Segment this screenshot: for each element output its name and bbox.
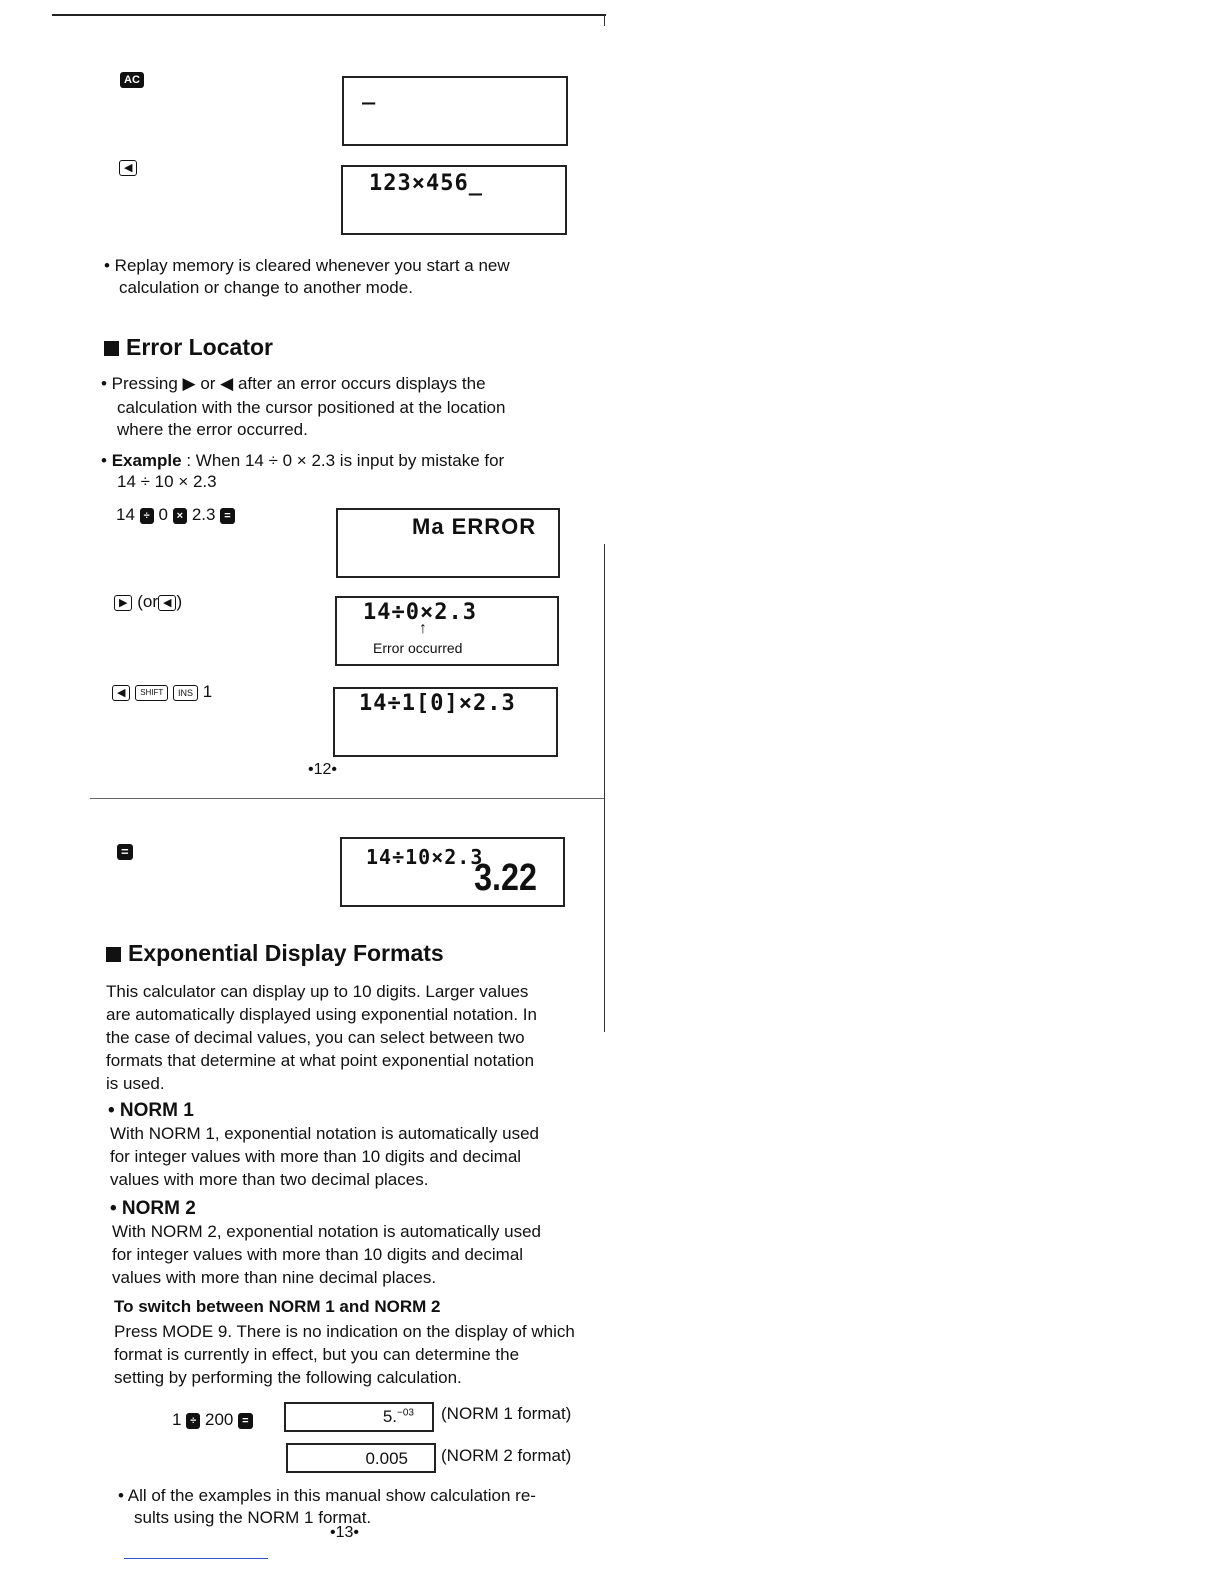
display-4 bbox=[335, 596, 559, 666]
norm1-display bbox=[284, 1402, 434, 1432]
norm2-format-label: (NORM 2 format) bbox=[441, 1446, 572, 1465]
exp-intro: This calculator can display up to 10 digits. Larger values are automatically displayed using exponential notation. In the case of decimal values, you can select between two formats that determine at what point exponential notation is used. bbox=[106, 982, 537, 1093]
display-3 bbox=[336, 508, 560, 578]
switch-heading: To switch between NORM 1 and NORM 2 bbox=[114, 1297, 441, 1316]
bottom-blue-rule bbox=[124, 1558, 268, 1559]
final-note-line-1: • All of the examples in this manual show calculation re- bbox=[118, 1486, 536, 1505]
key-sequence-2: ▶ (or ◀ ) bbox=[114, 592, 182, 612]
example-label: Example bbox=[111, 451, 182, 470]
error-bullet-line-1: • Pressing ▶ or ◀ after an error occurs displays the bbox=[101, 374, 486, 393]
ins-key: INS bbox=[173, 685, 198, 701]
heading-square-icon bbox=[104, 341, 119, 356]
left-arrow-key: ◀ bbox=[119, 160, 137, 176]
display-4-text: 14÷0×2.3 bbox=[363, 600, 477, 625]
multiply-key: × bbox=[173, 508, 187, 524]
display-6-result: 3.22 bbox=[474, 857, 537, 899]
norm2-result: 0.005 bbox=[365, 1449, 408, 1468]
display-5 bbox=[333, 687, 558, 757]
replay-note-line-2: calculation or change to another mode. bbox=[119, 278, 413, 297]
equals-key-2: = bbox=[117, 844, 133, 860]
equals-key: = bbox=[220, 508, 234, 524]
norm1-result: 5.$^{-03}$ bbox=[382, 1407, 414, 1426]
page-divider-top bbox=[604, 14, 605, 26]
divide-key: ÷ bbox=[140, 508, 154, 524]
display-5-text: 14÷1[0]×2.3 bbox=[359, 691, 516, 716]
error-locator-heading: Error Locator bbox=[104, 334, 273, 361]
error-bullet-line-3: where the error occurred. bbox=[117, 420, 308, 439]
error-occurred-label: Error occurred bbox=[373, 640, 463, 656]
page-number-12: •12• bbox=[308, 761, 337, 778]
equals-key-3: = bbox=[238, 1413, 252, 1429]
norm1-format-label: (NORM 1 format) bbox=[441, 1404, 572, 1423]
left-arrow-key-2: ◀ bbox=[158, 595, 176, 611]
display-2-text: 123×456_ bbox=[369, 171, 483, 196]
page-divider-right bbox=[604, 544, 605, 1032]
display-1-text: _ bbox=[362, 80, 377, 105]
norm2-heading: • NORM 2 bbox=[110, 1198, 196, 1219]
top-rule bbox=[52, 14, 606, 16]
right-arrow-key: ▶ bbox=[114, 595, 132, 611]
display-2 bbox=[341, 165, 567, 235]
shift-key: SHIFT bbox=[135, 685, 168, 701]
display-6 bbox=[340, 837, 565, 907]
final-note-line-2: sults using the NORM 1 format. bbox=[134, 1508, 372, 1527]
display-3-text: Ma ERROR bbox=[412, 514, 537, 539]
norm2-display bbox=[286, 1443, 436, 1473]
error-arrow-icon: ↑ bbox=[419, 620, 427, 637]
replay-note-line-1: • Replay memory is cleared whenever you start a new bbox=[104, 256, 510, 275]
page-number-13: •13• bbox=[330, 1524, 359, 1541]
left-arrow-key-3: ◀ bbox=[112, 685, 130, 701]
example-line-2: 14 ÷ 10 × 2.3 bbox=[117, 472, 217, 491]
error-bullet-line-2: calculation with the cursor positioned at the location bbox=[117, 398, 506, 417]
key-sequence-3: ◀ SHIFT INS 1 bbox=[112, 682, 212, 702]
page-separator bbox=[90, 798, 604, 799]
norm2-text: With NORM 2, exponential notation is automatically used for integer values with more than 10 digits and decimal values with more than nine decimal places. bbox=[112, 1222, 541, 1287]
calc-key-sequence: 1 ÷ 200 = bbox=[172, 1410, 253, 1430]
example-line: • Example : When 14 ÷ 0 × 2.3 is input by mistake for bbox=[101, 451, 505, 470]
divide-key-2: ÷ bbox=[186, 1413, 200, 1429]
heading-square-icon-2 bbox=[106, 947, 121, 962]
norm1-text: With NORM 1, exponential notation is automatically used for integer values with more than 10 digits and decimal values with more than two decimal places. bbox=[110, 1124, 539, 1189]
key-sequence-1: 14 ÷ 0 × 2.3 = bbox=[116, 505, 235, 525]
norm1-heading: • NORM 1 bbox=[108, 1100, 194, 1121]
display-1 bbox=[342, 76, 568, 146]
switch-text: Press MODE 9. There is no indication on the display of which format is currently in effect, but you can determine the setting by performing the following calculation. bbox=[114, 1322, 575, 1387]
ac-key: AC bbox=[120, 72, 144, 88]
display-6-top-text: 14÷10×2.3 bbox=[366, 845, 484, 869]
exp-display-heading: Exponential Display Formats bbox=[106, 940, 444, 967]
